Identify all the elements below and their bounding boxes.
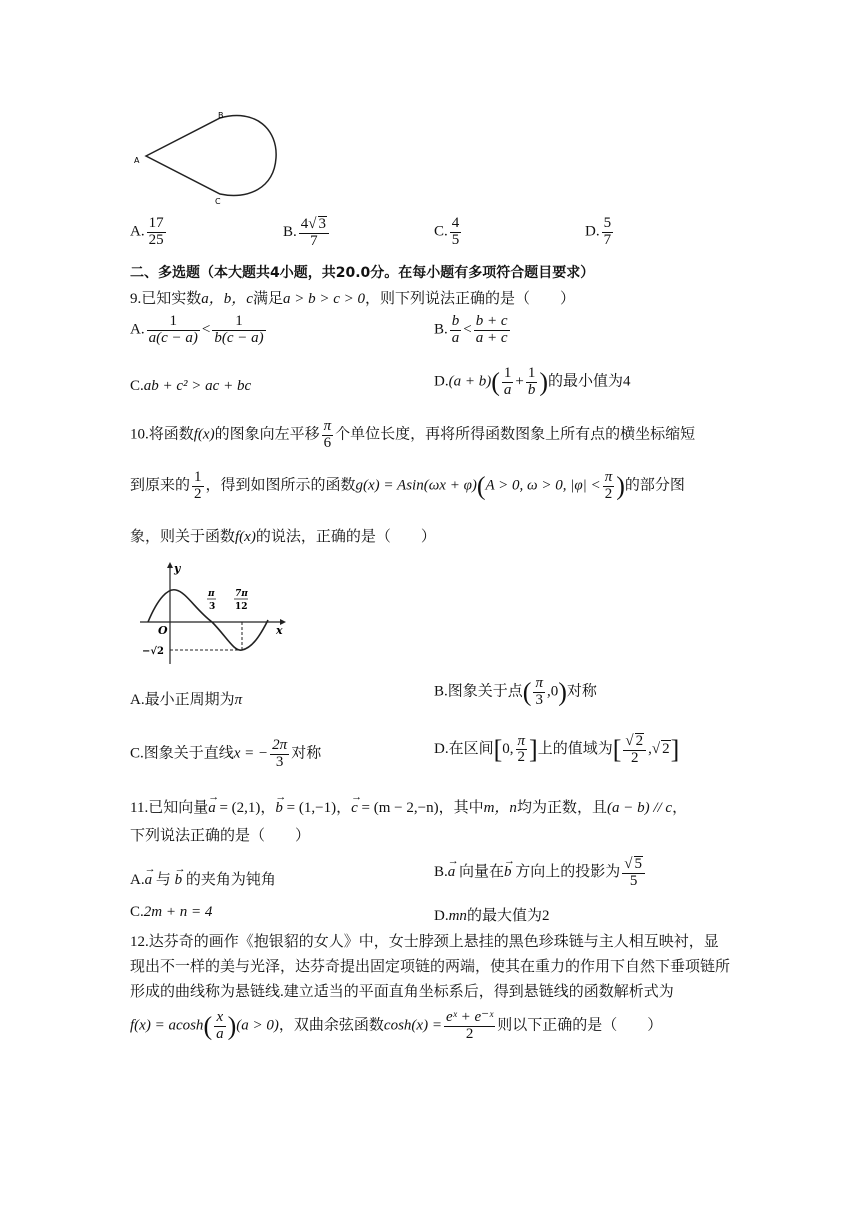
teardrop-curve — [146, 116, 276, 196]
section-heading: 二、多选题（本大题共4小题，共20.0分。在每小题有多项符合题目要求） — [130, 265, 595, 281]
q8-option-d[interactable]: D. $\frac{5}{7}$ — [585, 215, 612, 248]
q8-option-a[interactable]: A. $\frac{17}{25}$ — [130, 215, 164, 248]
origin-label: O — [158, 624, 168, 637]
q12-line1: 12.达芬奇的画作《抱银貂的女人》中，女士脖颈上悬挂的黑色珍珠链与主人相互映衬，显 — [130, 934, 719, 950]
tick1-num: π — [208, 589, 215, 599]
label-c: C — [215, 197, 221, 206]
y-arrow — [167, 562, 173, 568]
x-label: x — [276, 624, 283, 637]
tick1-den: 3 — [209, 602, 216, 612]
q9-option-a[interactable]: A. $\frac{1}{a(c - a)}$ < $\frac{1}{b(c - a)}$ — [130, 313, 264, 346]
q10-line2: 到原来的 $\frac{1}{2}$ ，得到如图所示的函数g(x) = Asin(ωx + φ)(A > 0, ω > 0, |φ| < $\frac{\pi}{2}$ )的部分图 — [130, 469, 685, 502]
q11-option-b[interactable]: B.→ a 向量在→ b 方向上的投影为 $\frac{√ 5}{5}$ — [434, 856, 647, 890]
y-label: y — [174, 562, 181, 575]
q9-option-b[interactable]: B. $\frac{b}{a}$ < $\frac{b + c}{a + c}$ — [434, 313, 508, 346]
q12-line2: 现出不一样的美与光泽，达芬奇提出固定项链的两端，使其在重力的作用下自然下垂项链所 — [130, 959, 731, 975]
q10-option-d[interactable]: D.在区间[0, $\frac{\pi}{2}$ ]上的值域为[ $\frac{√ 2}{2}$ ,√ 2] — [434, 732, 680, 766]
q9-option-c[interactable]: C.ab + c² > ac + bc — [130, 378, 252, 394]
q12-line4: f(x) = acosh( $\frac{x}{a}$ )(a > 0)，双曲余弦函数cosh(x) = $\frac{\text{eˣ + e⁻ˣ}}{2}$ 则以下正确的是（ ） — [130, 1009, 663, 1042]
q12-line3: 形成的曲线称为悬链线.建立适当的平面直角坐标系后，得到悬链线的函数解析式为 — [130, 984, 674, 1000]
label-b: B — [218, 111, 224, 120]
sine-graph — [138, 560, 288, 668]
tick2-num: 7π — [235, 589, 248, 599]
q10-line1: 10.将函数f(x)的图象向左平移 $\frac{\pi}{6}$ 个单位长度，再将所得函数图象上所有点的横坐标缩短 — [130, 418, 696, 451]
q10-line3: 象，则关于函数f(x)的说法，正确的是（ ） — [130, 529, 436, 545]
q8-option-c[interactable]: C. $\frac{4}{5}$ — [434, 215, 460, 248]
q11-option-c[interactable]: C.2m + n = 4 — [130, 904, 213, 920]
q8-option-b[interactable]: B. $\frac{4√ 3}{7}$ — [283, 216, 331, 250]
q11-option-a[interactable]: A.→ a 与 → b 的夹角为钝角 — [130, 868, 276, 889]
q10-option-b[interactable]: B.图象关于点( $\frac{\pi}{3}$ ,0)对称 — [434, 675, 597, 708]
label-a: A — [134, 156, 140, 165]
q10-option-a[interactable]: A.最小正周期为π — [130, 692, 243, 708]
q10-option-c[interactable]: C.图象关于直线x = − $\frac{2\pi}{3}$ 对称 — [130, 737, 322, 770]
min-label: −√2 — [142, 646, 164, 657]
tick2-den: 12 — [235, 602, 248, 612]
q11-line1: 11.已知向量→ a = (2,1)，→ b = (1,−1)，→ c = (m − 2,−n)，其中m，n均为正数，且(a − b) // c， — [130, 796, 687, 817]
q9-stem: 9.已知实数a，b，c满足a > b > c > 0，则下列说法正确的是（ ） — [130, 291, 575, 307]
q11-line2: 下列说法正确的是（ ） — [130, 828, 311, 844]
teardrop-figure — [128, 108, 288, 208]
q11-option-d[interactable]: D.mn的最大值为2 — [434, 908, 550, 924]
q9-option-d[interactable]: D.(a + b)( $\frac{1}{a}$ + $\frac{1}{b}$ )的最小值为4 — [434, 365, 631, 398]
